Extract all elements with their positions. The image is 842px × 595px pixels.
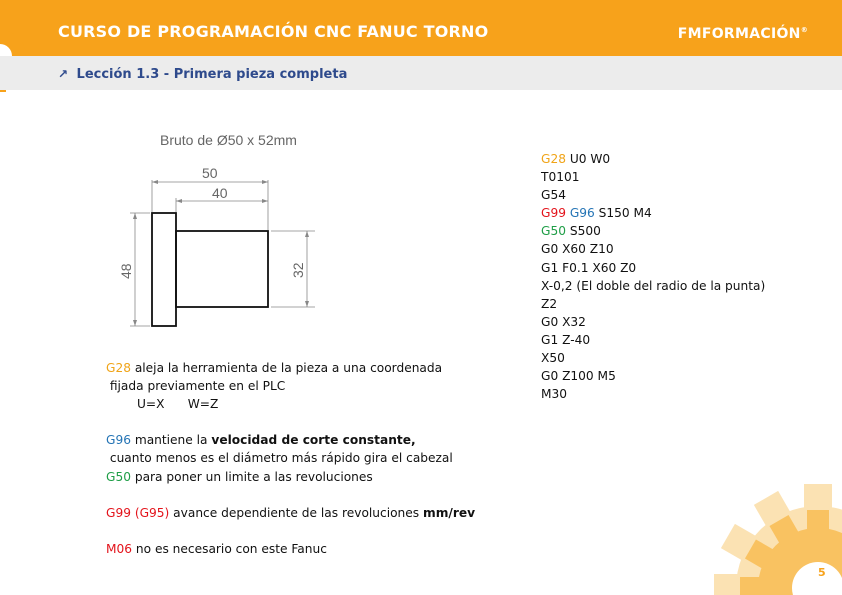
note-line [106, 395, 475, 413]
dim-48: 48 [118, 263, 134, 279]
lesson-title: Lección 1.3 - Primera pieza completa [76, 67, 348, 82]
gcode-line [541, 259, 765, 277]
gcode-line-segment: U0 W0 [565, 152, 611, 166]
gcode-program [541, 150, 765, 403]
explanation-notes [106, 359, 475, 558]
gcode-line-segment: S150 M4 [594, 206, 652, 221]
gcode-line [541, 349, 765, 367]
note-line-segment: no es necesario con este Fanuc [132, 541, 327, 556]
gcode-line-segment: M30 [541, 387, 568, 402]
gcode-line-segment: X50 [541, 351, 565, 366]
gcode-line [541, 367, 765, 385]
gcode-line-segment: G50 [541, 224, 566, 239]
gcode-line [541, 277, 765, 295]
note-line-segment: G99 (G95) [106, 505, 170, 520]
gcode-line [541, 313, 765, 331]
note-line-segment: fijada previamente en el PLC [106, 379, 286, 394]
note-line-segment: velocidad de corte constante, [211, 433, 416, 448]
note-line [106, 449, 475, 467]
gcode-line-segment: T0101 [541, 170, 580, 185]
gcode-line [541, 204, 765, 222]
part-large-diameter [152, 213, 176, 326]
gcode-line [541, 295, 765, 313]
note-line [106, 504, 475, 522]
brand-logo [678, 26, 808, 42]
gcode-line-segment: G99 [541, 206, 566, 221]
gcode-line [541, 168, 765, 186]
note-line [106, 413, 475, 431]
rocket-icon: ↗ [58, 67, 69, 81]
gcode-line-segment: G0 X32 [541, 314, 586, 329]
note-line [106, 431, 475, 449]
note-line-segment: G96 [106, 433, 131, 448]
gcode-line [541, 331, 765, 349]
gcode-line-segment: G0 Z100 M5 [541, 369, 616, 384]
note-line-segment: G28 [106, 361, 131, 375]
note-line-segment: avance dependiente de las revoluciones [169, 505, 424, 520]
part-small-diameter [176, 231, 268, 307]
dim-50: 50 [202, 165, 218, 181]
note-line [106, 522, 475, 540]
part-drawing [110, 122, 350, 337]
note-line [106, 468, 475, 486]
gcode-line [541, 240, 765, 258]
note-line-segment: M06 [106, 541, 133, 556]
gcode-line [541, 150, 765, 168]
note-line-segment: mantiene la [130, 433, 212, 448]
gcode-line [541, 385, 765, 403]
dim-40: 40 [212, 185, 228, 201]
note-line [106, 359, 475, 377]
gcode-line-segment: G1 Z-40 [541, 332, 591, 347]
dim-32: 32 [290, 262, 306, 278]
gcode-line-segment: G28 [541, 152, 566, 166]
brand-logo-suffix: FORMACIÓN [701, 26, 801, 42]
gcode-line [541, 186, 765, 204]
gcode-line-segment: G96 [569, 206, 595, 221]
gcode-line-segment: X-0,2 (El doble del radio de la punta) [541, 278, 766, 293]
note-line [106, 540, 475, 558]
page-number: 5 [818, 566, 826, 579]
brand-logo-prefix: FM [677, 26, 702, 42]
note-line [106, 377, 475, 395]
gcode-line-segment: G54 [541, 188, 566, 203]
note-line-segment: cuanto menos es el diámetro más rápido gira el cabezal [106, 451, 453, 466]
course-title: CURSO DE PROGRAMACIÓN CNC FANUC TORNO [58, 22, 489, 41]
gcode-line [541, 222, 765, 240]
drawing-title: Bruto de Ø50 x 52mm [160, 132, 297, 148]
gcode-line-segment: S500 [565, 224, 601, 239]
header-bar [0, 0, 842, 56]
note-line-segment: G50 [106, 469, 131, 484]
brand-logo-reg: ® [800, 26, 808, 34]
gcode-line-segment: Z2 [541, 296, 558, 311]
note-line [106, 486, 475, 504]
note-line-segment: aleja la herramienta de la pieza a una coordenada [130, 361, 443, 375]
note-line-segment: mm/rev [423, 505, 476, 520]
gcode-line-segment: G0 X60 Z10 [541, 242, 614, 257]
note-line-segment: para poner un limite a las revoluciones [130, 469, 373, 484]
gcode-line-segment: G1 F0.1 X60 Z0 [541, 260, 637, 275]
note-line-segment: U=X W=Z [106, 397, 219, 412]
lesson-heading [58, 67, 347, 82]
